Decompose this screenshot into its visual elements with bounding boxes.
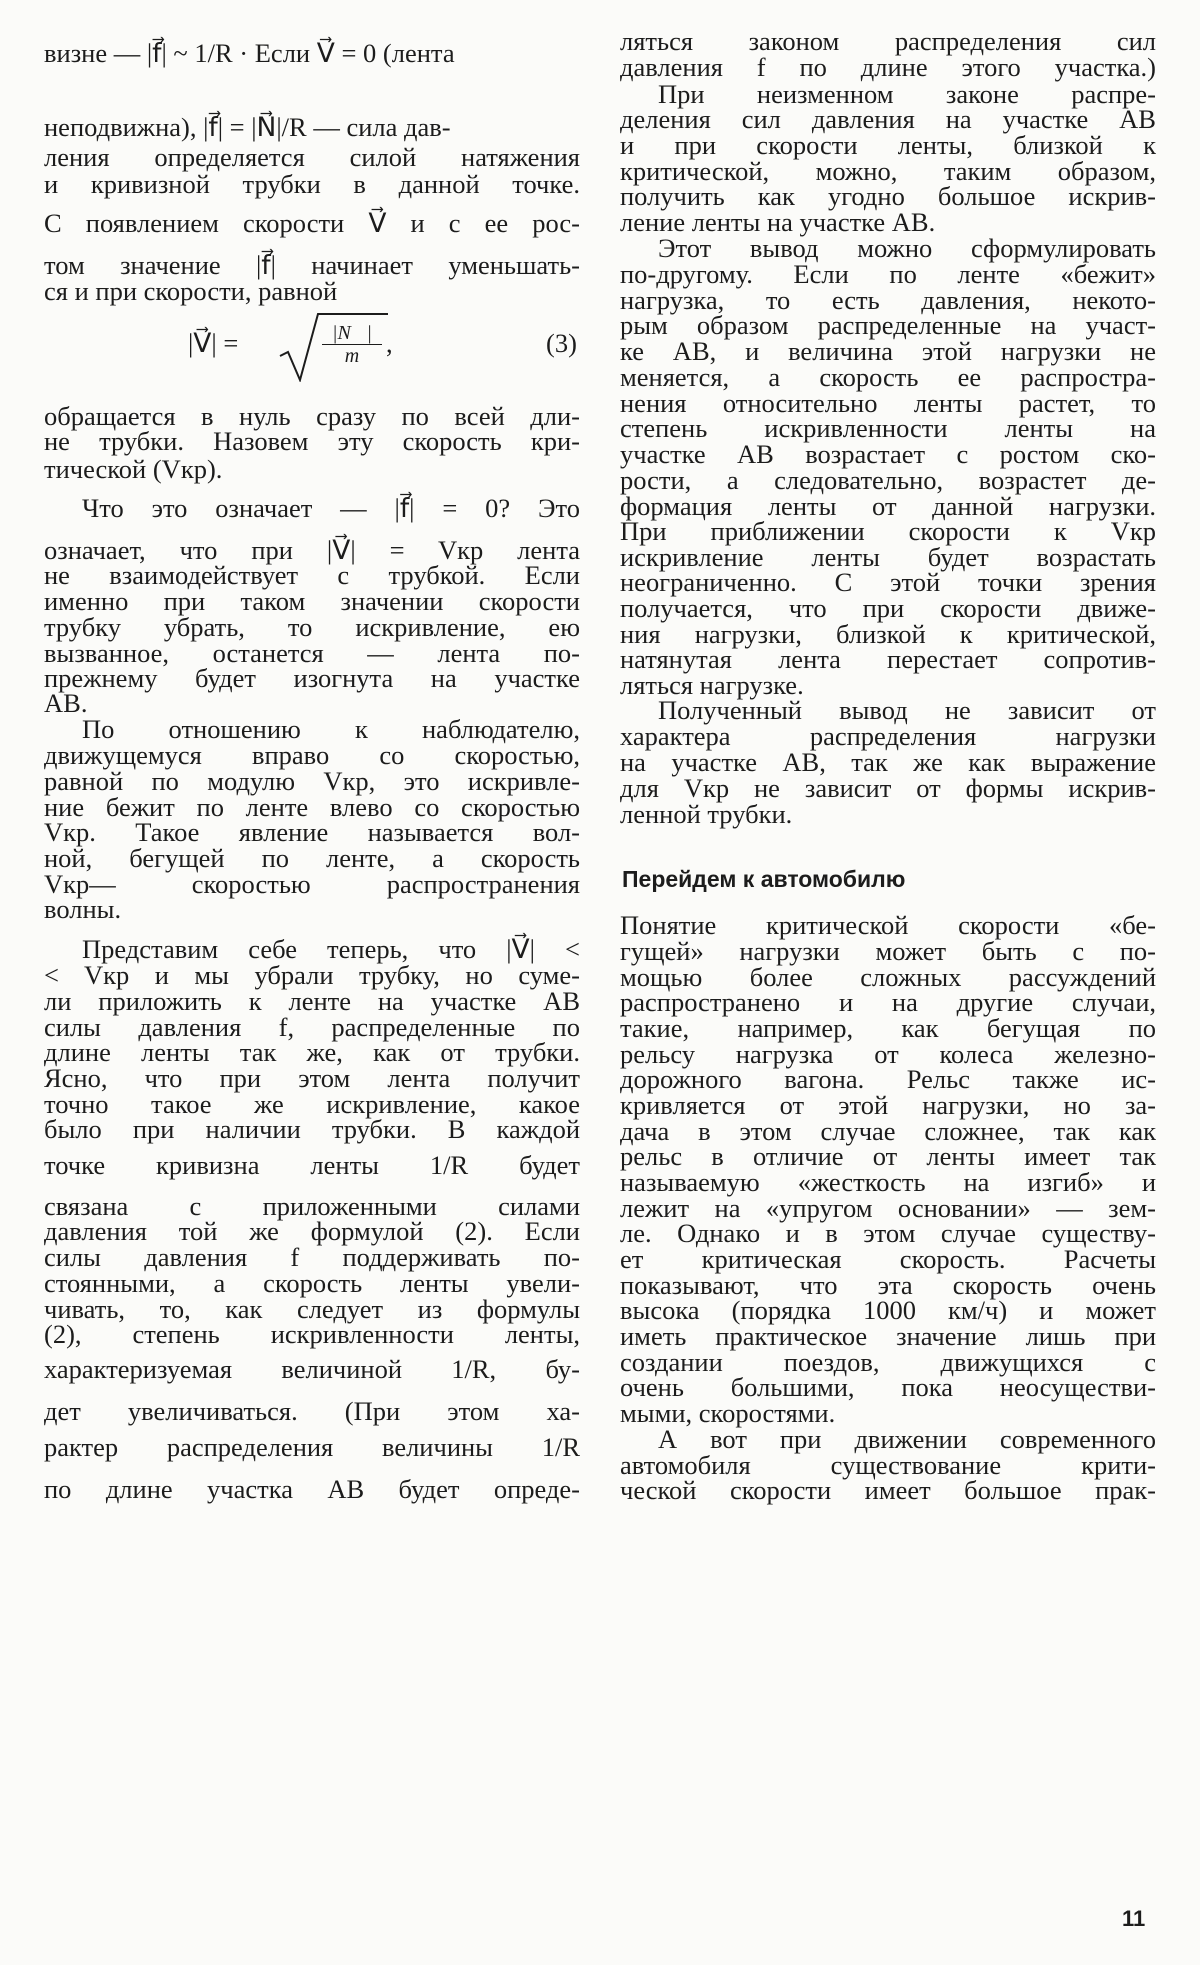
text-line: характеризуемая величиной 1/R, бу- [44,1354,580,1384]
text-line: волны. [44,894,122,924]
text-line: равной по модулю Vкр, это искривле- [44,766,580,796]
formula-numerator: |N⃗| [322,322,382,345]
text-line: натянутая лента перестает сопротив- [620,644,1156,674]
text-line: и при скорости ленты, близкой к [620,130,1156,160]
text-line: распространено и на другие случаи, [620,987,1156,1017]
text-line: рости, а следовательно, возрастет де- [620,465,1156,495]
text-line: ле. Однако и в этом случае существу- [620,1218,1156,1248]
text-line: рельсу нагрузка от колеса железно- [620,1039,1156,1069]
text-line: движущемуся вправо со скоростью, [44,740,580,770]
text-line: чивать, то, как следует из формулы [44,1294,580,1324]
formula-3 [150,310,580,390]
text-line: неподвижна), |f⃗| = |N⃗|/R — сила дав- [44,112,451,142]
text-line: называемую «жесткость на изгиб» и [620,1167,1156,1197]
text-line: означает, что при |V⃗| = Vкр лента [44,535,580,565]
text-line: тической (Vкр). [44,454,223,484]
text-line: ной, бегущей по ленте, а скорость [44,843,580,873]
text-line: такие, например, как бегущая по [620,1013,1156,1043]
text-line: стоянными, а скорость ленты увели- [44,1268,580,1298]
text-line: ляться нагрузке. [620,670,804,700]
text-line: для Vкр не зависит от формы искрив- [620,773,1156,803]
text-line: том значение |f⃗| начинает уменьшать- [44,250,580,280]
text-line: ческой скорости имеет большое прак- [620,1475,1156,1505]
text-line: кривляется от этой нагрузки, но за- [620,1090,1156,1120]
text-line: ления определяется силой натяжения [44,142,580,172]
text-line: ке AB, и величина этой нагрузки не [620,336,1156,366]
text-line: получить как угодно большое искрив- [620,181,1156,211]
text-line: по длине участка AB будет опреде- [44,1474,580,1504]
formula-lhs: |V⃗| = [188,328,239,358]
text-line: Vкр— скоростью распространения [44,869,580,899]
text-line: визне — |f⃗| ~ 1/R · Если V⃗ = 0 (лента [44,38,455,68]
text-line: характера распределения нагрузки [620,721,1156,751]
text-line: связана с приложенными силами [44,1191,580,1221]
page-number: 11 [1122,1906,1146,1931]
text-line: мощью более сложных рассуждений [620,962,1156,992]
text-line: автомобиля существование крити- [620,1450,1156,1480]
text-line: получается, что при скорости движе- [620,593,1156,623]
text-line: рактер распределения величины 1/R [44,1432,580,1462]
formula-fraction [322,322,382,367]
text-line: не взаимодействует с трубкой. Если [44,560,580,590]
text-line: деления сил давления на участке AB [620,104,1156,134]
text-line: длине ленты так же, как от трубки. [44,1037,580,1067]
text-line: мыми, скоростями. [620,1398,836,1428]
text-line: очень большими, пока неосуществи- [620,1372,1156,1402]
text-line: было при наличии трубки. В каждой [44,1114,580,1144]
text-line: рельс в отличие от ленты имеет так [620,1141,1156,1171]
text-line: меняется, а скорость ее распростра- [620,362,1156,392]
text-line: нагрузка, то есть давления, некото- [620,285,1156,315]
text-line: ния нагрузки, близкой к критической, [620,619,1156,649]
text-line: вызванное, останется — лента по- [44,638,580,668]
text-line: (2), степень искривленности ленты, [44,1319,580,1349]
text-line: ленной трубки. [620,799,793,829]
text-line: трубку убрать, то искривление, ею [44,612,580,642]
text-line: участке AB возрастает с ростом ско- [620,439,1156,469]
text-line: именно при таком значении скорости [44,586,580,616]
text-line: неограниченно. С этой точки зрения [620,567,1156,597]
text-line: < Vкр и мы убрали трубку, но суме- [44,960,580,990]
text-line: А вот при движении современного [658,1424,1156,1454]
text-line: прежнему будет изогнута на участке [44,663,580,693]
text-line: ление ленты на участке AB. [620,207,936,237]
text-line: давления той же формулой (2). Если [44,1216,580,1246]
text-line: лежит на «упругом основании» — зем- [620,1193,1156,1223]
section-heading: Перейдем к автомобилю [622,866,906,892]
text-line: степень искривленности ленты на [620,413,1156,443]
text-line: При неизменном законе распре- [658,79,1156,109]
text-line: критической, можно, таким образом, [620,156,1156,186]
text-line: По отношению к наблюдателю, [82,714,580,744]
text-line: по-другому. Если по ленте «бежит» [620,259,1156,289]
text-line: дорожного вагона. Рельс также ис- [620,1064,1156,1094]
text-line: создании поездов, движущихся с [620,1347,1156,1377]
text-line: Понятие критической скорости «бе- [620,910,1156,940]
text-line: ние бежит по ленте влево со скоростью [44,792,580,822]
text-line: показывают, что эта скорость очень [620,1270,1156,1300]
text-line: не трубки. Назовем эту скорость кри- [44,426,580,456]
text-line: давления f по длине этого участка.) [620,52,1156,82]
text-line: точке кривизна ленты 1/R будет [44,1150,580,1180]
text-line: AB. [44,688,88,718]
formula-number: (3) [546,328,577,358]
text-line: ли приложить к ленте на участке AB [44,986,580,1016]
text-line: ся и при скорости, равной [44,276,338,306]
text-line: С появлением скорости V⃗ и с ее рос- [44,208,580,238]
text-line: ет критическая скорость. Расчеты [620,1244,1156,1274]
text-line: силы давления f, распределенные по [44,1012,580,1042]
text-line: нения относительно ленты растет, то [620,388,1156,418]
text-line: и кривизной трубки в данной точке. [44,169,580,199]
text-line: гущей» нагрузки может быть с по- [620,936,1156,966]
text-line: иметь практическое значение лишь при [620,1321,1156,1351]
text-line: дет увеличиваться. (При этом ха- [44,1396,580,1426]
text-line: рым образом распределенные на участ- [620,310,1156,340]
text-line: силы давления f поддерживать по- [44,1242,580,1272]
text-line: высока (порядка 1000 км/ч) и может [620,1295,1156,1325]
text-line: формация ленты от данной нагрузки. [620,491,1156,521]
text-line: Vкр. Такое явление называется вол- [44,817,580,847]
text-line: Представим себе теперь, что |V⃗| < [82,934,580,964]
text-line: Полученный вывод не зависит от [658,695,1156,725]
text-line: обращается в нуль сразу по всей дли- [44,401,580,431]
text-line: Что это означает — |f⃗| = 0? Это [82,493,580,523]
text-line: При приближении скорости к Vкр [620,516,1156,546]
text-line: Этот вывод можно сформулировать [658,233,1156,263]
text-line: Ясно, что при этом лента получит [44,1063,580,1093]
text-line: ляться законом распределения сил [620,26,1156,56]
formula-denominator: m [344,345,360,367]
text-line: точно такое же искривление, какое [44,1089,580,1119]
formula-comma: , [386,328,393,358]
text-line: искривление ленты будет возрастать [620,542,1156,572]
text-line: дача в этом случае сложнее, так как [620,1116,1156,1146]
text-line: на участке AB, так же как выражение [620,747,1156,777]
